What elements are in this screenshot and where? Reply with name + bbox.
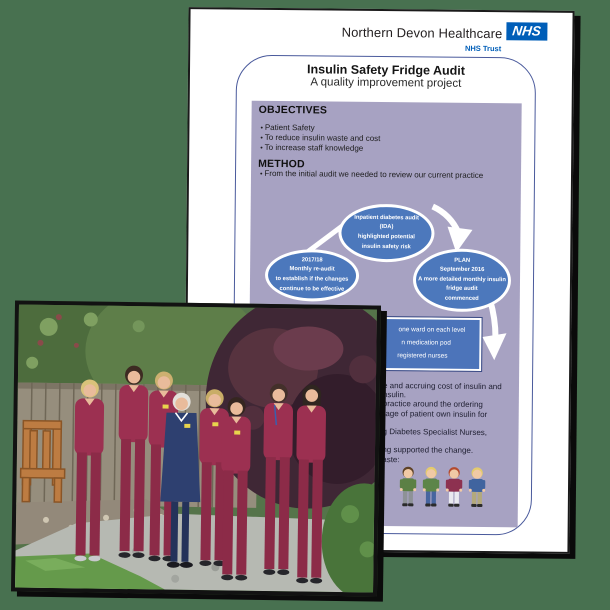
results-line: nsulin. <box>382 390 407 400</box>
ellipse-line: (IDA) <box>379 224 394 231</box>
results-line: rage of patient own insulin for <box>382 408 488 419</box>
objectives-heading: OBJECTIVES <box>258 103 328 117</box>
nhs-logo <box>506 22 547 40</box>
ellipse-line: commenced <box>444 295 479 302</box>
results-line: ng supported the change. <box>382 445 474 456</box>
action-box-line: n medication pod <box>401 339 451 347</box>
results-line: aste: <box>382 454 400 464</box>
ellipse-line: insulin safety risk <box>361 243 411 250</box>
ellipse-line: PLAN <box>454 257 471 264</box>
ellipse-line: to establish if the changes <box>275 276 349 283</box>
team-photo <box>11 300 381 596</box>
ellipse-line: highlighted potential <box>357 233 415 241</box>
method-heading: METHOD <box>258 157 305 171</box>
results-line: g Diabetes Specialist Nurses, <box>382 426 488 437</box>
objective-item: • Patient Safety <box>260 124 380 135</box>
ellipse-line: continue to be effective <box>279 285 345 293</box>
trust-name: Northern Devon Healthcare <box>341 24 503 42</box>
nhs-logo-text: NHS <box>511 23 543 39</box>
ellipse-line: fridge audit <box>446 285 478 293</box>
diagram-ellipse-ida <box>338 204 435 263</box>
ellipse-line: 2017/18 <box>301 257 323 264</box>
objective-item: • To increase staff knowledge <box>260 143 380 154</box>
objective-item: • To reduce insulin waste and cost <box>260 134 380 145</box>
flow-arrow-down-head <box>482 333 506 360</box>
action-box-line: one ward on each level <box>398 326 466 334</box>
method-item: • From the initial audit we needed to review our current practice <box>260 170 483 182</box>
diagram-ellipse-reaudit <box>265 249 359 302</box>
action-box-line: registered nurses <box>397 352 448 360</box>
nhs-trust-label: NHS Trust <box>464 43 502 54</box>
diagram-ellipse-plan <box>413 248 512 312</box>
poster-title: Insulin Safety Fridge Audit <box>307 62 466 78</box>
poster-subtitle: A quality improvement project <box>310 76 462 90</box>
ellipse-line: A more detailed monthly insulin <box>418 276 506 283</box>
ellipse-line: Monthly re-audit <box>289 266 335 273</box>
results-line: e and accruing cost of insulin and <box>382 381 502 392</box>
team-photo-scene <box>15 305 377 593</box>
ellipse-line: September 2016 <box>439 266 485 274</box>
results-line: practice around the ordering <box>382 399 483 410</box>
ellipse-line: Inpatient diabetes audit <box>354 214 420 222</box>
